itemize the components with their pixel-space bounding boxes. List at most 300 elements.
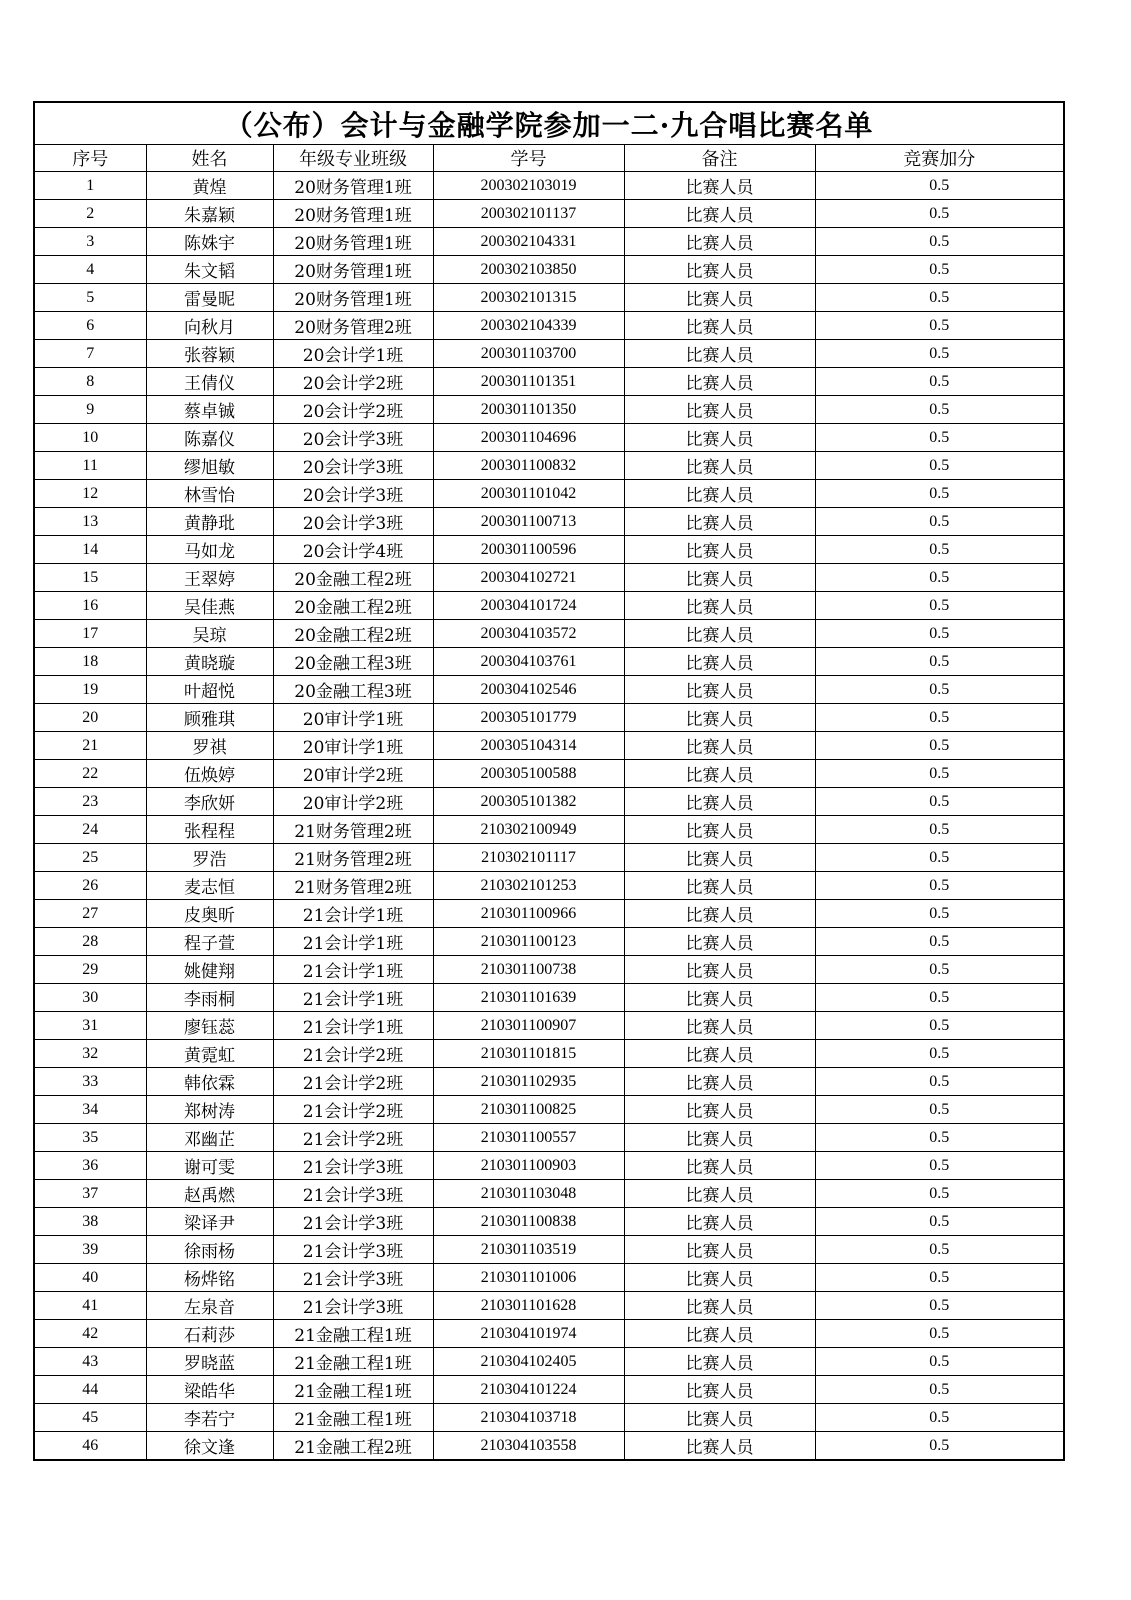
cell-name: 朱文韬 [146, 256, 273, 284]
table-row [34, 1292, 1064, 1320]
table-row [34, 368, 1064, 396]
cell-number: 13 [34, 508, 146, 536]
table-row [34, 508, 1064, 536]
cell-bonus: 0.5 [815, 1152, 1064, 1180]
table-row [34, 1236, 1064, 1264]
cell-class: 21会计学3班 [273, 1264, 433, 1292]
cell-number: 30 [34, 984, 146, 1012]
cell-name: 郑树涛 [146, 1096, 273, 1124]
cell-class: 21财务管理2班 [273, 872, 433, 900]
cell-bonus: 0.5 [815, 1292, 1064, 1320]
cell-student-id: 200304103761 [433, 648, 624, 676]
cell-student-id: 200302104331 [433, 228, 624, 256]
table-row [34, 928, 1064, 956]
cell-note: 比赛人员 [624, 592, 815, 620]
cell-note: 比赛人员 [624, 1264, 815, 1292]
cell-number: 15 [34, 564, 146, 592]
cell-name: 徐文逢 [146, 1432, 273, 1461]
cell-bonus: 0.5 [815, 1320, 1064, 1348]
cell-name: 杨烨铭 [146, 1264, 273, 1292]
table-row [34, 536, 1064, 564]
cell-class: 20财务管理1班 [273, 284, 433, 312]
cell-bonus: 0.5 [815, 1180, 1064, 1208]
cell-student-id: 210301100903 [433, 1152, 624, 1180]
cell-bonus: 0.5 [815, 1012, 1064, 1040]
cell-bonus: 0.5 [815, 592, 1064, 620]
table-row [34, 592, 1064, 620]
cell-class: 20会计学3班 [273, 452, 433, 480]
cell-note: 比赛人员 [624, 1208, 815, 1236]
cell-bonus: 0.5 [815, 452, 1064, 480]
table-row [34, 1376, 1064, 1404]
cell-name: 朱嘉颖 [146, 200, 273, 228]
cell-note: 比赛人员 [624, 760, 815, 788]
cell-note: 比赛人员 [624, 284, 815, 312]
cell-bonus: 0.5 [815, 1096, 1064, 1124]
column-header-number: 序号 [34, 145, 146, 172]
cell-student-id: 210302101117 [433, 844, 624, 872]
cell-student-id: 200305100588 [433, 760, 624, 788]
cell-student-id: 210301100825 [433, 1096, 624, 1124]
cell-number: 14 [34, 536, 146, 564]
cell-name: 李欣妍 [146, 788, 273, 816]
cell-class: 21会计学1班 [273, 984, 433, 1012]
cell-number: 17 [34, 620, 146, 648]
cell-bonus: 0.5 [815, 620, 1064, 648]
cell-number: 4 [34, 256, 146, 284]
cell-class: 20会计学3班 [273, 480, 433, 508]
cell-number: 34 [34, 1096, 146, 1124]
cell-bonus: 0.5 [815, 396, 1064, 424]
cell-bonus: 0.5 [815, 1040, 1064, 1068]
cell-class: 20会计学3班 [273, 424, 433, 452]
cell-bonus: 0.5 [815, 228, 1064, 256]
cell-student-id: 210304103558 [433, 1432, 624, 1461]
cell-bonus: 0.5 [815, 284, 1064, 312]
table-row [34, 200, 1064, 228]
cell-number: 19 [34, 676, 146, 704]
cell-name: 左泉音 [146, 1292, 273, 1320]
cell-number: 22 [34, 760, 146, 788]
cell-student-id: 200304101724 [433, 592, 624, 620]
table-row [34, 1208, 1064, 1236]
cell-student-id: 210304103718 [433, 1404, 624, 1432]
cell-class: 21会计学1班 [273, 900, 433, 928]
cell-class: 21会计学3班 [273, 1152, 433, 1180]
cell-bonus: 0.5 [815, 340, 1064, 368]
cell-number: 33 [34, 1068, 146, 1096]
cell-number: 18 [34, 648, 146, 676]
cell-name: 黄煌 [146, 172, 273, 200]
cell-number: 44 [34, 1376, 146, 1404]
cell-note: 比赛人员 [624, 676, 815, 704]
table-row [34, 1152, 1064, 1180]
cell-class: 21会计学2班 [273, 1124, 433, 1152]
cell-bonus: 0.5 [815, 564, 1064, 592]
cell-name: 罗晓蓝 [146, 1348, 273, 1376]
cell-class: 21金融工程2班 [273, 1432, 433, 1461]
table-row [34, 872, 1064, 900]
table-row [34, 256, 1064, 284]
cell-class: 20会计学2班 [273, 396, 433, 424]
cell-student-id: 210301101006 [433, 1264, 624, 1292]
cell-bonus: 0.5 [815, 788, 1064, 816]
table-row [34, 396, 1064, 424]
cell-bonus: 0.5 [815, 1236, 1064, 1264]
cell-student-id: 200301100596 [433, 536, 624, 564]
table-row [34, 732, 1064, 760]
cell-student-id: 210301101628 [433, 1292, 624, 1320]
cell-name: 李若宁 [146, 1404, 273, 1432]
cell-number: 11 [34, 452, 146, 480]
cell-bonus: 0.5 [815, 816, 1064, 844]
cell-class: 21会计学3班 [273, 1292, 433, 1320]
table-row [34, 1096, 1064, 1124]
cell-student-id: 200305101382 [433, 788, 624, 816]
cell-bonus: 0.5 [815, 872, 1064, 900]
cell-class: 20会计学1班 [273, 340, 433, 368]
cell-note: 比赛人员 [624, 564, 815, 592]
cell-number: 3 [34, 228, 146, 256]
cell-class: 21会计学2班 [273, 1068, 433, 1096]
cell-number: 38 [34, 1208, 146, 1236]
cell-bonus: 0.5 [815, 508, 1064, 536]
table-row [34, 1040, 1064, 1068]
cell-note: 比赛人员 [624, 928, 815, 956]
cell-number: 46 [34, 1432, 146, 1461]
cell-number: 26 [34, 872, 146, 900]
cell-note: 比赛人员 [624, 508, 815, 536]
table-row [34, 1180, 1064, 1208]
cell-bonus: 0.5 [815, 844, 1064, 872]
cell-name: 张蓉颖 [146, 340, 273, 368]
table-body [34, 172, 1064, 1461]
cell-number: 20 [34, 704, 146, 732]
cell-student-id: 200302104339 [433, 312, 624, 340]
cell-bonus: 0.5 [815, 984, 1064, 1012]
table-row [34, 1068, 1064, 1096]
table-row [34, 312, 1064, 340]
cell-class: 20金融工程2班 [273, 620, 433, 648]
cell-student-id: 200301101350 [433, 396, 624, 424]
cell-name: 黄霓虹 [146, 1040, 273, 1068]
cell-student-id: 210302101253 [433, 872, 624, 900]
cell-class: 21金融工程1班 [273, 1376, 433, 1404]
cell-bonus: 0.5 [815, 1404, 1064, 1432]
cell-name: 黄静玭 [146, 508, 273, 536]
cell-name: 缪旭敏 [146, 452, 273, 480]
cell-class: 20财务管理1班 [273, 172, 433, 200]
cell-class: 20审计学2班 [273, 760, 433, 788]
cell-number: 29 [34, 956, 146, 984]
cell-bonus: 0.5 [815, 312, 1064, 340]
cell-note: 比赛人员 [624, 396, 815, 424]
cell-class: 21会计学1班 [273, 1012, 433, 1040]
cell-student-id: 200301101042 [433, 480, 624, 508]
cell-student-id: 210301100738 [433, 956, 624, 984]
cell-note: 比赛人员 [624, 1236, 815, 1264]
table-row [34, 452, 1064, 480]
table-row [34, 1432, 1064, 1461]
cell-bonus: 0.5 [815, 1376, 1064, 1404]
cell-student-id: 210301101815 [433, 1040, 624, 1068]
cell-number: 6 [34, 312, 146, 340]
cell-name: 伍焕婷 [146, 760, 273, 788]
cell-student-id: 200301100832 [433, 452, 624, 480]
cell-class: 20金融工程3班 [273, 676, 433, 704]
title-row [34, 102, 1064, 145]
cell-class: 21金融工程1班 [273, 1404, 433, 1432]
cell-name: 王翠婷 [146, 564, 273, 592]
cell-name: 李雨桐 [146, 984, 273, 1012]
cell-number: 42 [34, 1320, 146, 1348]
cell-student-id: 200301100713 [433, 508, 624, 536]
cell-number: 25 [34, 844, 146, 872]
cell-number: 7 [34, 340, 146, 368]
cell-number: 31 [34, 1012, 146, 1040]
cell-number: 41 [34, 1292, 146, 1320]
cell-bonus: 0.5 [815, 648, 1064, 676]
cell-bonus: 0.5 [815, 424, 1064, 452]
cell-class: 20会计学2班 [273, 368, 433, 396]
cell-student-id: 200301104696 [433, 424, 624, 452]
table-row [34, 228, 1064, 256]
cell-name: 梁皓华 [146, 1376, 273, 1404]
table-row [34, 648, 1064, 676]
cell-note: 比赛人员 [624, 872, 815, 900]
cell-note: 比赛人员 [624, 788, 815, 816]
cell-name: 林雪怡 [146, 480, 273, 508]
cell-note: 比赛人员 [624, 536, 815, 564]
cell-note: 比赛人员 [624, 368, 815, 396]
cell-number: 37 [34, 1180, 146, 1208]
cell-student-id: 200302101315 [433, 284, 624, 312]
cell-student-id: 210304102405 [433, 1348, 624, 1376]
cell-name: 陈嘉仪 [146, 424, 273, 452]
cell-note: 比赛人员 [624, 900, 815, 928]
cell-student-id: 210301102935 [433, 1068, 624, 1096]
cell-student-id: 200304102721 [433, 564, 624, 592]
cell-class: 20财务管理1班 [273, 228, 433, 256]
table-row [34, 564, 1064, 592]
table-row [34, 620, 1064, 648]
cell-number: 1 [34, 172, 146, 200]
cell-number: 40 [34, 1264, 146, 1292]
cell-class: 20会计学3班 [273, 508, 433, 536]
cell-bonus: 0.5 [815, 200, 1064, 228]
cell-class: 20金融工程3班 [273, 648, 433, 676]
cell-number: 12 [34, 480, 146, 508]
cell-bonus: 0.5 [815, 704, 1064, 732]
cell-note: 比赛人员 [624, 956, 815, 984]
document-title: （公布）会计与金融学院参加一二·九合唱比赛名单 [34, 102, 1064, 145]
cell-name: 廖钰蕊 [146, 1012, 273, 1040]
cell-note: 比赛人员 [624, 1348, 815, 1376]
cell-note: 比赛人员 [624, 312, 815, 340]
cell-number: 27 [34, 900, 146, 928]
cell-student-id: 210301100123 [433, 928, 624, 956]
cell-note: 比赛人员 [624, 1040, 815, 1068]
cell-bonus: 0.5 [815, 368, 1064, 396]
cell-name: 雷曼昵 [146, 284, 273, 312]
cell-name: 麦志恒 [146, 872, 273, 900]
cell-class: 20审计学1班 [273, 704, 433, 732]
cell-note: 比赛人员 [624, 1404, 815, 1432]
cell-note: 比赛人员 [624, 1292, 815, 1320]
cell-bonus: 0.5 [815, 900, 1064, 928]
cell-student-id: 210301101639 [433, 984, 624, 1012]
table-row [34, 480, 1064, 508]
cell-note: 比赛人员 [624, 1068, 815, 1096]
cell-class: 20金融工程2班 [273, 592, 433, 620]
cell-student-id: 210304101974 [433, 1320, 624, 1348]
cell-class: 21金融工程1班 [273, 1348, 433, 1376]
table-row [34, 816, 1064, 844]
cell-class: 20财务管理1班 [273, 256, 433, 284]
cell-bonus: 0.5 [815, 172, 1064, 200]
cell-bonus: 0.5 [815, 928, 1064, 956]
column-header-student-id: 学号 [433, 145, 624, 172]
cell-note: 比赛人员 [624, 816, 815, 844]
cell-student-id: 210304101224 [433, 1376, 624, 1404]
table-row [34, 760, 1064, 788]
cell-class: 21会计学3班 [273, 1236, 433, 1264]
cell-class: 20审计学2班 [273, 788, 433, 816]
cell-note: 比赛人员 [624, 200, 815, 228]
table-row [34, 1320, 1064, 1348]
cell-name: 叶超悦 [146, 676, 273, 704]
participant-list-sheet [33, 101, 1063, 1461]
cell-student-id: 210301100907 [433, 1012, 624, 1040]
cell-number: 21 [34, 732, 146, 760]
cell-number: 16 [34, 592, 146, 620]
table-row [34, 172, 1064, 200]
cell-name: 吴佳燕 [146, 592, 273, 620]
cell-note: 比赛人员 [624, 844, 815, 872]
cell-class: 21财务管理2班 [273, 816, 433, 844]
cell-name: 王倩仪 [146, 368, 273, 396]
table-row [34, 284, 1064, 312]
table-row [34, 424, 1064, 452]
cell-number: 28 [34, 928, 146, 956]
cell-class: 20财务管理1班 [273, 200, 433, 228]
cell-number: 35 [34, 1124, 146, 1152]
cell-number: 9 [34, 396, 146, 424]
cell-number: 5 [34, 284, 146, 312]
cell-student-id: 210301100838 [433, 1208, 624, 1236]
cell-note: 比赛人员 [624, 1180, 815, 1208]
table-row [34, 704, 1064, 732]
cell-note: 比赛人员 [624, 620, 815, 648]
cell-name: 张程程 [146, 816, 273, 844]
cell-class: 21会计学3班 [273, 1208, 433, 1236]
cell-class: 21会计学2班 [273, 1040, 433, 1068]
column-header-note: 备注 [624, 145, 815, 172]
cell-note: 比赛人员 [624, 1376, 815, 1404]
table-row [34, 1264, 1064, 1292]
cell-bonus: 0.5 [815, 1264, 1064, 1292]
cell-class: 20金融工程2班 [273, 564, 433, 592]
cell-name: 陈姝宇 [146, 228, 273, 256]
table-row [34, 1012, 1064, 1040]
cell-student-id: 200301101351 [433, 368, 624, 396]
cell-note: 比赛人员 [624, 256, 815, 284]
cell-name: 姚健翔 [146, 956, 273, 984]
cell-name: 邓幽芷 [146, 1124, 273, 1152]
cell-name: 石莉莎 [146, 1320, 273, 1348]
cell-name: 赵禹燃 [146, 1180, 273, 1208]
cell-name: 蔡卓铖 [146, 396, 273, 424]
cell-name: 皮奥昕 [146, 900, 273, 928]
table-row [34, 1124, 1064, 1152]
cell-class: 21会计学1班 [273, 956, 433, 984]
cell-name: 向秋月 [146, 312, 273, 340]
cell-note: 比赛人员 [624, 984, 815, 1012]
table-row [34, 956, 1064, 984]
cell-number: 45 [34, 1404, 146, 1432]
cell-bonus: 0.5 [815, 760, 1064, 788]
cell-student-id: 200301103700 [433, 340, 624, 368]
table-row [34, 900, 1064, 928]
column-header-class: 年级专业班级 [273, 145, 433, 172]
cell-bonus: 0.5 [815, 732, 1064, 760]
cell-class: 21会计学3班 [273, 1180, 433, 1208]
cell-note: 比赛人员 [624, 1320, 815, 1348]
cell-student-id: 200305101779 [433, 704, 624, 732]
cell-name: 韩依霖 [146, 1068, 273, 1096]
cell-class: 21财务管理2班 [273, 844, 433, 872]
table-row [34, 1404, 1064, 1432]
cell-student-id: 210301103048 [433, 1180, 624, 1208]
cell-note: 比赛人员 [624, 1012, 815, 1040]
cell-number: 2 [34, 200, 146, 228]
table-row [34, 844, 1064, 872]
cell-student-id: 200304103572 [433, 620, 624, 648]
cell-note: 比赛人员 [624, 1152, 815, 1180]
cell-class: 21会计学1班 [273, 928, 433, 956]
cell-note: 比赛人员 [624, 704, 815, 732]
cell-note: 比赛人员 [624, 480, 815, 508]
cell-bonus: 0.5 [815, 1348, 1064, 1376]
cell-note: 比赛人员 [624, 340, 815, 368]
cell-class: 21金融工程1班 [273, 1320, 433, 1348]
cell-name: 吴琼 [146, 620, 273, 648]
cell-student-id: 200302101137 [433, 200, 624, 228]
cell-bonus: 0.5 [815, 1124, 1064, 1152]
table-row [34, 788, 1064, 816]
column-header-bonus: 竞赛加分 [815, 145, 1064, 172]
cell-name: 罗浩 [146, 844, 273, 872]
cell-bonus: 0.5 [815, 536, 1064, 564]
cell-bonus: 0.5 [815, 1068, 1064, 1096]
cell-class: 20会计学4班 [273, 536, 433, 564]
cell-student-id: 200305104314 [433, 732, 624, 760]
cell-bonus: 0.5 [815, 1208, 1064, 1236]
table-row [34, 1348, 1064, 1376]
cell-class: 20审计学1班 [273, 732, 433, 760]
cell-student-id: 210302100949 [433, 816, 624, 844]
cell-number: 8 [34, 368, 146, 396]
cell-student-id: 210301103519 [433, 1236, 624, 1264]
cell-note: 比赛人员 [624, 1124, 815, 1152]
cell-student-id: 200302103019 [433, 172, 624, 200]
cell-number: 32 [34, 1040, 146, 1068]
cell-note: 比赛人员 [624, 172, 815, 200]
cell-student-id: 200302103850 [433, 256, 624, 284]
cell-note: 比赛人员 [624, 228, 815, 256]
cell-note: 比赛人员 [624, 1096, 815, 1124]
cell-number: 36 [34, 1152, 146, 1180]
